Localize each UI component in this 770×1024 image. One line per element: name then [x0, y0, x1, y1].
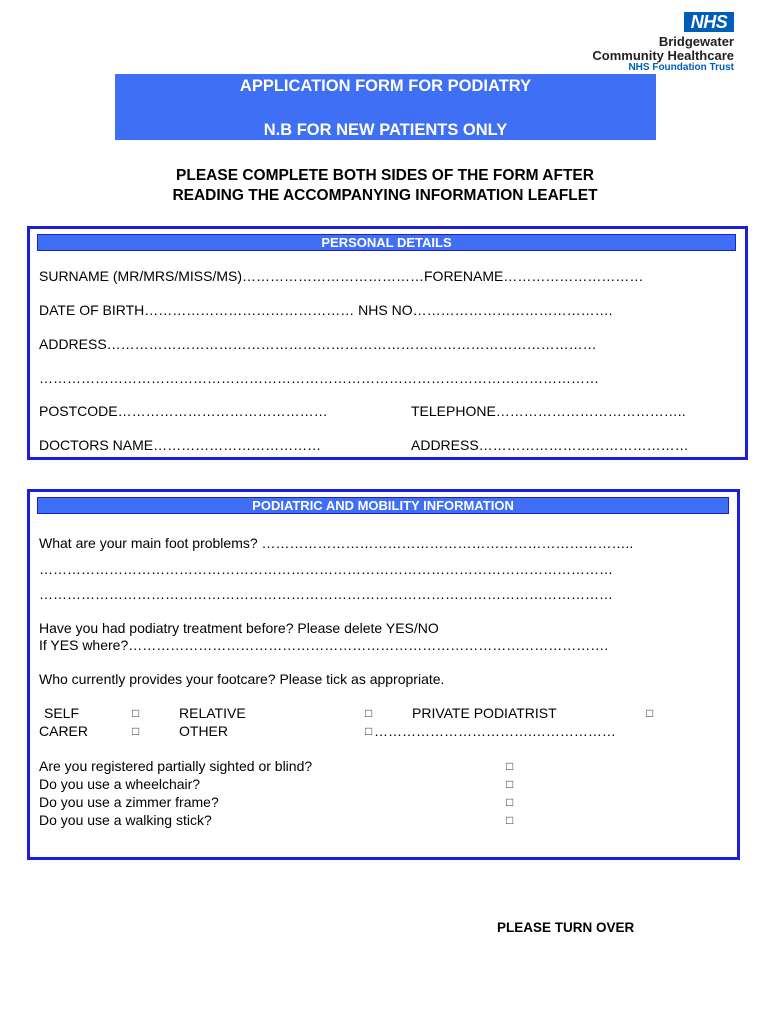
please-turn-over: PLEASE TURN OVER: [497, 920, 635, 935]
doctors-address-field[interactable]: ADDRESS………………………………………: [411, 437, 689, 453]
postcode-field[interactable]: POSTCODE………………………………………: [39, 403, 328, 419]
foot-problems-line3[interactable]: ……………………………………………………………………………………………………………: [39, 586, 613, 602]
option-private-label: PRIVATE PODIATRIST: [412, 705, 557, 721]
surname-forename-field[interactable]: SURNAME (MR/MRS/MISS/MS)…………………………………FORENAME…………………………: [39, 268, 644, 284]
walking-stick-question: Do you use a walking stick?: [39, 812, 212, 828]
address-continued-field[interactable]: …………………………………………………………………………………………………………: [39, 370, 599, 386]
option-relative-label: RELATIVE: [179, 705, 246, 721]
carer-checkbox[interactable]: □: [132, 724, 140, 738]
treatment-before-question: Have you had podiatry treatment before? Please delete YES/NO: [39, 620, 439, 636]
telephone-field[interactable]: TELEPHONE…………………………………..: [411, 403, 686, 419]
org-name-line2: Community Healthcare: [592, 48, 734, 63]
walking-stick-checkbox[interactable]: □: [506, 813, 514, 827]
instructions-line2: READING THE ACCOMPANYING INFORMATION LEAFLET: [172, 187, 598, 204]
wheelchair-question: Do you use a wheelchair?: [39, 776, 201, 792]
podiatric-heading: PODIATRIC AND MOBILITY INFORMATION: [37, 497, 729, 514]
form-title: APPLICATION FORM FOR PODIATRY: [239, 77, 532, 95]
private-checkbox[interactable]: □: [646, 706, 654, 720]
form-subtitle: N.B FOR NEW PATIENTS ONLY: [263, 121, 508, 139]
wheelchair-checkbox[interactable]: □: [506, 777, 514, 791]
zimmer-question: Do you use a zimmer frame?: [39, 794, 219, 810]
foot-problems-line2[interactable]: ……………………………………………………………………………………………………………: [39, 561, 613, 577]
option-carer-label: CARER: [39, 723, 89, 739]
relative-checkbox[interactable]: □: [365, 706, 373, 720]
self-checkbox[interactable]: □: [132, 706, 140, 720]
sighted-checkbox[interactable]: □: [506, 759, 514, 773]
if-yes-where-field[interactable]: If YES where?………………………………………………………………………………………….: [39, 637, 609, 653]
option-other-label: OTHER: [179, 723, 228, 739]
zimmer-checkbox[interactable]: □: [506, 795, 514, 809]
instructions-line1: PLEASE COMPLETE BOTH SIDES OF THE FORM AFTER: [176, 167, 594, 184]
personal-details-heading: PERSONAL DETAILS: [37, 234, 736, 251]
footcare-provider-question: Who currently provides your footcare? Please tick as appropriate.: [39, 671, 445, 687]
title-banner: [115, 74, 656, 140]
org-name-line1: Bridgewater: [658, 34, 734, 49]
sighted-question: Are you registered partially sighted or blind?: [39, 758, 313, 774]
org-name-line3: NHS Foundation Trust: [628, 62, 734, 73]
nhs-logo: NHS: [684, 12, 734, 32]
dob-nhs-field[interactable]: DATE OF BIRTH……………………………………… NHS NO…………………………………….: [39, 302, 613, 318]
other-checkbox[interactable]: □: [365, 724, 373, 738]
address-field[interactable]: ADDRESS……………………………………………………………………………………………: [39, 336, 597, 352]
option-self-label: SELF: [44, 705, 80, 721]
doctors-name-field[interactable]: DOCTORS NAME………………………………: [39, 437, 322, 453]
foot-problems-field[interactable]: What are your main foot problems? ……………………………………………………………………..: [39, 535, 634, 551]
other-specify-field[interactable]: …………………………….………………: [374, 723, 616, 739]
